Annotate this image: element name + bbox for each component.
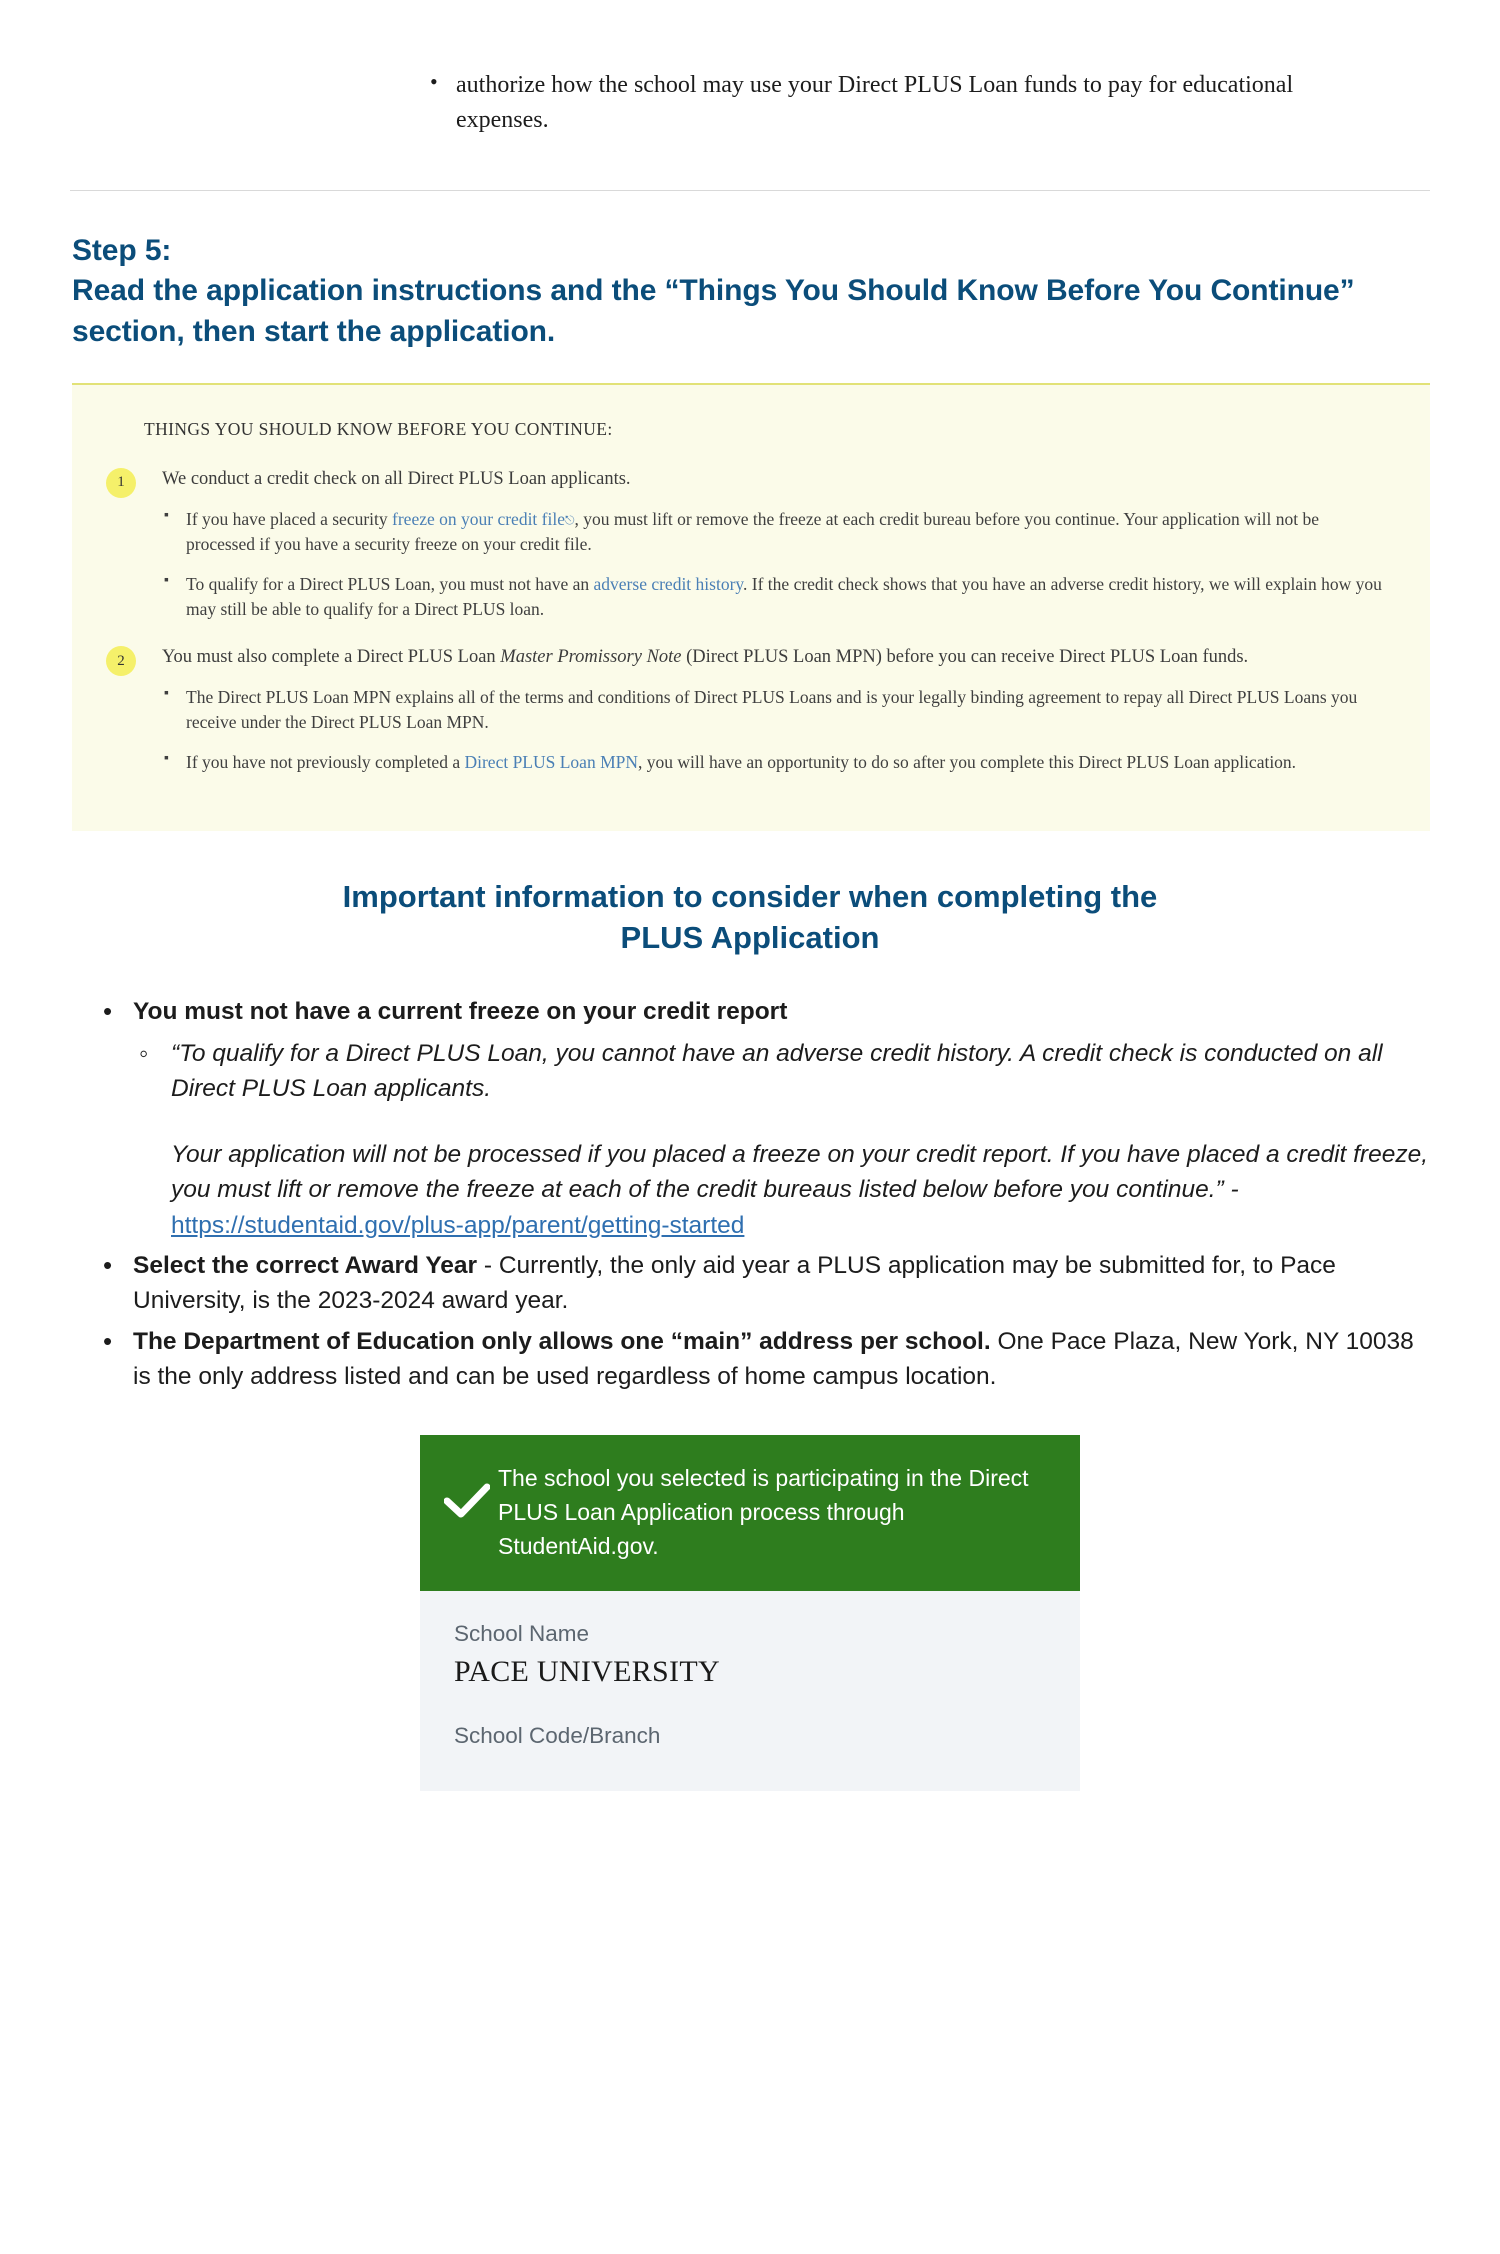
heading-line-2: PLUS Application bbox=[620, 920, 880, 956]
text-after-link: . If the credit check shows that you have an adverse credit history, we will explain how you may still be able to qualify for a Direct PLUS loan. bbox=[186, 573, 1382, 619]
document-page bbox=[0, 68, 1500, 2254]
step-label: Step 5: bbox=[72, 233, 172, 267]
text-before-link: To qualify for a Direct PLUS Loan, you must not have an bbox=[186, 573, 594, 594]
callout-item-2 bbox=[106, 644, 1390, 775]
text-before-link: If you have not previously completed a bbox=[186, 751, 465, 772]
lead-post: (Direct PLUS Loan MPN) before you can receive Direct PLUS Loan funds. bbox=[681, 647, 1249, 668]
list-item-credit-freeze bbox=[95, 995, 1430, 1243]
list-item bbox=[162, 685, 1390, 736]
point-bold-text: The Department of Education only allows one “main” address per school. bbox=[133, 1327, 991, 1355]
step-heading bbox=[72, 231, 1430, 353]
text-before-link: If you have placed a security bbox=[186, 508, 393, 529]
school-confirmation-screenshot bbox=[420, 1435, 1080, 1791]
lead-pre: You must also complete a Direct PLUS Loan bbox=[162, 647, 501, 668]
participation-banner bbox=[420, 1435, 1080, 1591]
things-you-should-know-callout bbox=[72, 383, 1430, 831]
studentaid-url-link[interactable]: https://studentaid.gov/plus-app/parent/getting-started bbox=[171, 1211, 745, 1239]
heading-line-1: Important information to consider when completing the bbox=[342, 879, 1158, 915]
point-bold-text: You must not have a current freeze on your credit report bbox=[133, 998, 788, 1026]
callout-item-lead bbox=[162, 644, 1390, 671]
number-badge: 1 bbox=[106, 468, 136, 498]
list-item bbox=[162, 750, 1390, 775]
number-badge: 2 bbox=[106, 646, 136, 676]
important-information-heading bbox=[150, 877, 1350, 959]
step-title: Read the application instructions and the “Things You Should Know Before You Continue” section, then start the application. bbox=[72, 274, 1355, 349]
text-after-link: , you must lift or remove the freeze at each credit bureau before you continue. Your application will not be processed if you have a security freeze on your credit file. bbox=[186, 508, 1319, 555]
lead-italic: Master Promissory Note bbox=[500, 647, 682, 668]
important-information-list bbox=[95, 995, 1430, 1394]
external-link-icon: ⎋ bbox=[565, 512, 575, 527]
section-divider bbox=[70, 190, 1430, 191]
callout-sub-list bbox=[162, 685, 1390, 775]
callout-item-lead: We conduct a credit check on all Direct PLUS Loan applicants. bbox=[162, 468, 631, 489]
check-icon bbox=[444, 1483, 498, 1524]
credit-freeze-link[interactable]: freeze on your credit file bbox=[392, 508, 565, 529]
continued-bullet-list bbox=[0, 68, 1500, 138]
point-rest-text: - Currently, the only aid year a PLUS application may be submitted for, to Pace University, is the 2023-2024 award year. bbox=[133, 1252, 1336, 1315]
point-rest-text: One Pace Plaza, New York, NY 10038 is the only address listed and can be used regardless of home campus location. bbox=[133, 1327, 1414, 1390]
school-name-label: School Name bbox=[454, 1620, 590, 1646]
list-item bbox=[162, 507, 1390, 558]
mpn-link[interactable]: Direct PLUS Loan MPN bbox=[464, 751, 638, 772]
banner-text: The school you selected is participating in the Direct PLUS Loan Application process through StudentAid.gov. bbox=[498, 1464, 1029, 1559]
school-code-label: School Code/Branch bbox=[454, 1722, 661, 1748]
list-item-address bbox=[95, 1325, 1430, 1395]
quote-paragraph-2 bbox=[171, 1137, 1430, 1244]
text-before-link: The Direct PLUS Loan MPN explains all of the terms and conditions of Direct PLUS Loans and is your legally binding agreement to repay all Direct PLUS Loans you receive under the Direct PLUS Loan MPN. bbox=[186, 687, 1358, 733]
list-item: • authorize how the school may use your Direct PLUS Loan funds to pay for educational expenses. bbox=[430, 68, 1390, 138]
quote-paragraph-1: ◦ “To qualify for a Direct PLUS Loan, you cannot have an adverse credit history. A credit check is conducted on all Direct PLUS Loan applicants. bbox=[171, 1039, 1383, 1103]
callout-title: THINGS YOU SHOULD KNOW BEFORE YOU CONTINUE: bbox=[144, 418, 613, 439]
adverse-credit-history-link[interactable]: adverse credit history bbox=[593, 573, 744, 594]
callout-item-1 bbox=[106, 466, 1390, 622]
point-bold-text: Select the correct Award Year bbox=[133, 1252, 478, 1280]
list-item bbox=[133, 1036, 1430, 1244]
school-details-panel bbox=[420, 1591, 1080, 1791]
list-item bbox=[162, 572, 1390, 623]
school-name-value: PACE UNIVERSITY bbox=[454, 1654, 720, 1688]
quote-text: Your application will not be processed if you placed a freeze on your credit report. If you have placed a credit freeze, you must lift or remove the freeze at each of the credit bureaus listed below before you continue.” - bbox=[171, 1140, 1429, 1204]
quote-sub-list bbox=[133, 1036, 1430, 1244]
callout-sub-list bbox=[162, 507, 1390, 623]
text-after-link: , you will have an opportunity to do so after you complete this Direct PLUS Loan application. bbox=[638, 751, 1297, 772]
list-item-award-year bbox=[95, 1249, 1430, 1319]
